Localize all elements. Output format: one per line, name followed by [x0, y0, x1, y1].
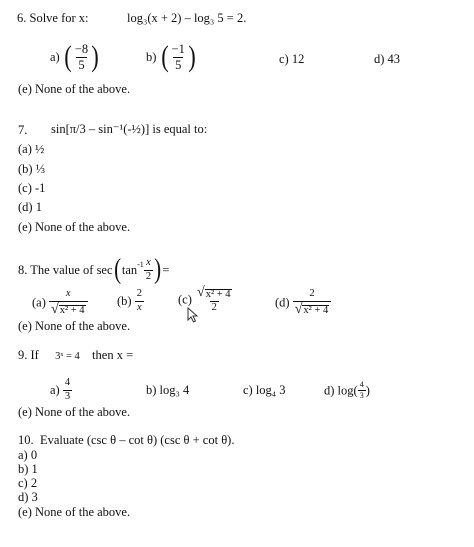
q9-option-c[interactable]: c) log₄ 3: [243, 383, 286, 397]
sqrt-icon: √ x² + 4: [197, 285, 231, 300]
q7-option-b[interactable]: (b) ⅓: [18, 162, 46, 176]
q6-option-a-numerator: −8: [74, 42, 89, 56]
q9-label: 9. If: [18, 348, 39, 362]
q10-option-e[interactable]: (e) None of the above.: [18, 505, 131, 519]
q6-option-a-denominator: 5: [78, 57, 85, 72]
q9-option-d-numerator: 4: [359, 380, 364, 389]
q9-then: then x =: [92, 348, 134, 362]
q7-option-c[interactable]: (c) -1: [18, 181, 46, 195]
q9-option-d-label: d) log: [324, 383, 354, 398]
q7-option-a[interactable]: (a) ½: [18, 142, 45, 156]
q7-label: 7.: [18, 123, 28, 137]
q8-fraction-numerator: x: [146, 257, 151, 268]
q6-option-b-denominator: 5: [175, 57, 182, 72]
q9-option-a[interactable]: [50, 378, 72, 402]
q8-option-c-denominator: 2: [211, 302, 217, 313]
q9-stem: [18, 349, 133, 363]
q9-option-d[interactable]: d) log( $\frac{4}{3}$ ): [324, 380, 370, 400]
q8-option-e[interactable]: (e) None of the above.: [18, 319, 131, 333]
q8-option-a-numerator: x: [65, 288, 71, 299]
q6-option-d[interactable]: d) 43: [374, 52, 401, 66]
q7-option-e[interactable]: (e) None of the above.: [18, 220, 131, 234]
q10-option-b[interactable]: b) 1: [18, 462, 38, 476]
q9-option-a-numerator: 4: [64, 377, 71, 388]
q8-fraction-denominator: 2: [145, 270, 152, 282]
q8-option-c-numerator: x² + 4: [205, 288, 231, 300]
q10-option-d[interactable]: d) 3: [18, 490, 38, 504]
q8-equals: =: [162, 262, 170, 277]
q6-label: 6. Solve for x:: [17, 11, 89, 25]
q8-option-b-numerator: 2: [136, 288, 142, 299]
q8-option-b[interactable]: [117, 289, 144, 313]
q8-option-c-label: (c): [178, 292, 192, 307]
q9-option-a-denominator: 3: [64, 390, 71, 402]
q8-option-b-label: (b): [117, 293, 132, 308]
q6-option-e[interactable]: (e) None of the above.: [18, 82, 131, 96]
q6-option-a-label: a): [50, 49, 60, 64]
q8-label: 8. The value of sec: [18, 262, 113, 277]
q8-stem: 8. The value of $\sec(\tan^{-1}$ $\frac{x}{2}$ )=: [18, 254, 170, 285]
q6-option-b-label: b): [146, 49, 157, 64]
q6-option-a[interactable]: a) ( $\frac{-8}{5}$ ): [50, 40, 99, 73]
q8-option-d-label: (d): [275, 295, 290, 310]
q8-option-b-denominator: x: [136, 301, 142, 313]
q8-option-a[interactable]: [32, 289, 88, 317]
q9-option-b[interactable]: b) log₃ 4: [146, 383, 190, 397]
q6-option-c[interactable]: c) 12: [279, 52, 305, 66]
q8-option-d-numerator: 2: [309, 288, 315, 299]
q6-option-b[interactable]: b) ( $\frac{-1}{5}$ ): [146, 40, 196, 73]
q7-option-d[interactable]: (d) 1: [18, 200, 42, 214]
q6-equation: log₃(x + 2) – log₃ 5 = 2.: [127, 11, 247, 25]
q10-label: 10.: [18, 433, 34, 447]
q10-stem: Evaluate (csc θ – cot θ) (csc θ + cot θ).: [40, 433, 235, 447]
q8-option-a-denominator: x² + 4: [59, 305, 85, 316]
sqrt-icon: √ x² + 4: [51, 301, 85, 317]
q9-equation: 3ˣ = 4: [55, 351, 80, 362]
q8-tan: tan: [121, 262, 138, 277]
q7-stem: sin[π/3 – sin⁻¹(-½)] is equal to:: [51, 122, 208, 136]
q8-option-d-denominator: x² + 4: [303, 305, 329, 316]
q10-option-c[interactable]: c) 2: [18, 476, 38, 490]
q9-option-a-label: a): [50, 382, 60, 397]
q9-option-e[interactable]: (e) None of the above.: [18, 405, 131, 419]
q9-option-d-denominator: 3: [359, 391, 364, 400]
sqrt-icon: √ x² + 4: [294, 301, 329, 317]
q10-option-a[interactable]: a) 0: [18, 448, 38, 462]
q6-option-b-numerator: −1: [171, 42, 185, 56]
q8-inverse-exponent: -1: [137, 259, 144, 269]
mouse-cursor-icon: [187, 307, 199, 323]
q8-option-a-label: (a): [32, 295, 46, 310]
q8-option-d[interactable]: [275, 289, 331, 317]
